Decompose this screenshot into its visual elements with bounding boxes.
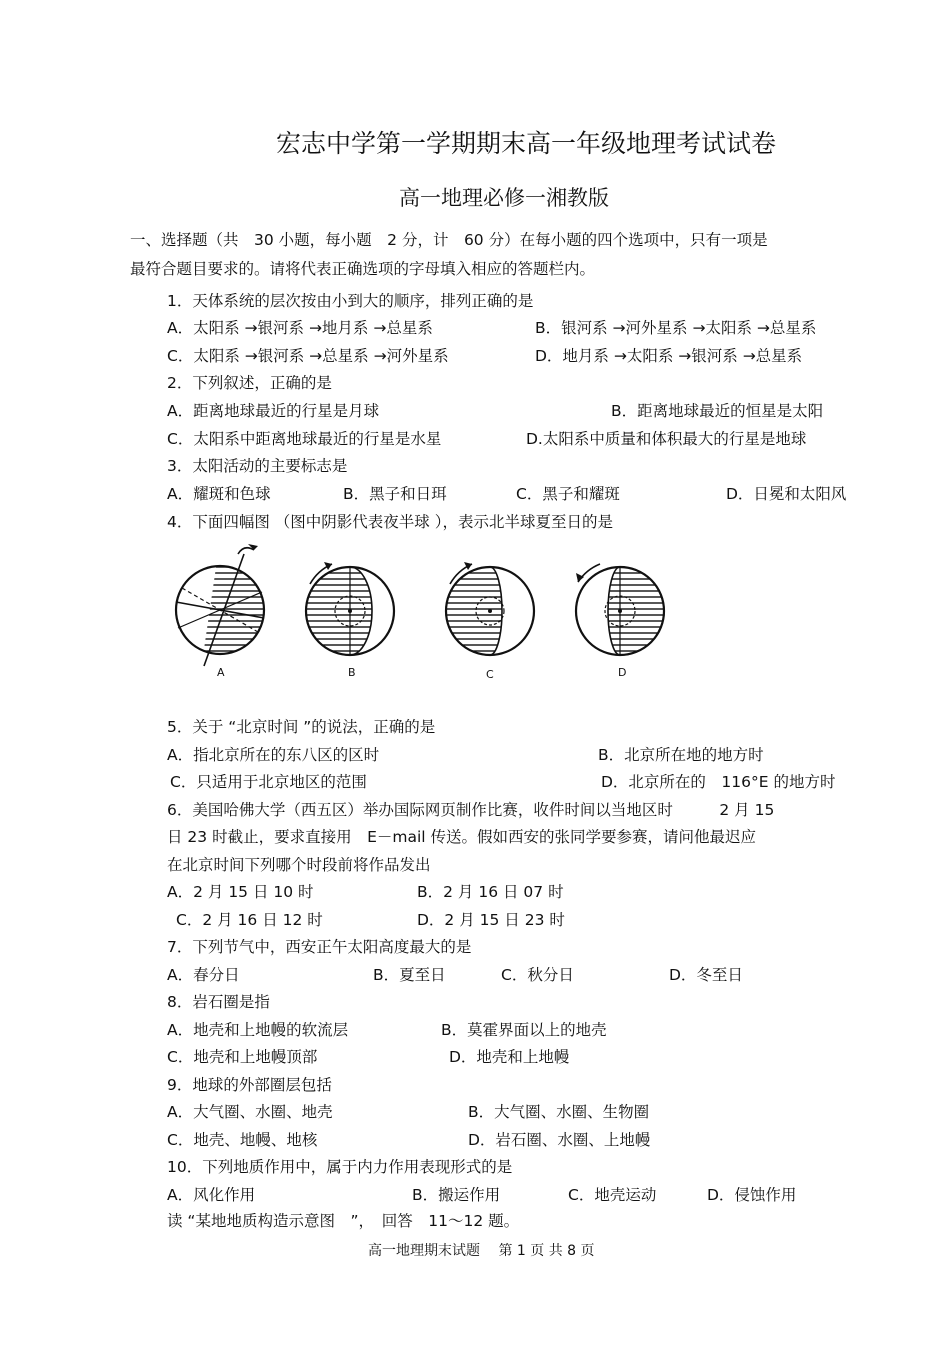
q8-stem: 8．岩石圈是指 bbox=[167, 993, 270, 1011]
q1-option-b: B．银河系 →河外星系 →太阳系 →总星系 bbox=[535, 319, 817, 337]
q3-option-a: A．耀斑和色球 bbox=[167, 485, 271, 503]
exam-subtitle: 高一地理必修一湘教版 bbox=[399, 186, 609, 210]
q6-option-c: C．2 月 16 日 12 时 bbox=[176, 911, 323, 929]
q7-stem: 7．下列节气中，西安正午太阳高度最大的是 bbox=[167, 938, 472, 956]
q2-option-c: C．太阳系中距离地球最近的行星是水星 bbox=[167, 430, 442, 448]
q10-option-a: A．风化作用 bbox=[167, 1186, 256, 1204]
figure-label-c: C bbox=[486, 668, 494, 681]
q2-stem: 2．下列叙述，正确的是 bbox=[167, 374, 332, 392]
q5-option-b: B．北京所在地的地方时 bbox=[598, 746, 764, 764]
q6-option-d: D．2 月 15 日 23 时 bbox=[417, 911, 565, 929]
q2-option-b: B．距离地球最近的恒星是太阳 bbox=[611, 402, 824, 420]
q5-option-d: D．北京所在的 116°E 的地方时 bbox=[601, 773, 836, 791]
q9-option-b: B．大气圈、水圈、生物圈 bbox=[468, 1103, 650, 1121]
q9-option-c: C．地壳、地幔、地核 bbox=[167, 1131, 318, 1149]
q10-stem: 10．下列地质作用中，属于内力作用表现形式的是 bbox=[167, 1158, 513, 1176]
q7-option-a: A．春分日 bbox=[167, 966, 240, 984]
q6-stem-line-2: 日 23 时截止，要求直接用 E－mail 传送。假如西安的张同学要参赛，请问他最迟应 bbox=[167, 828, 757, 846]
q3-option-b: B．黑子和日珥 bbox=[343, 485, 447, 503]
q8-option-b: B．莫霍界面以上的地壳 bbox=[441, 1021, 607, 1039]
q2-option-a: A．距离地球最近的行星是月球 bbox=[167, 402, 380, 420]
globe-figure-b bbox=[306, 562, 394, 679]
q9-option-d: D．岩石圈、水圈、上地幔 bbox=[468, 1131, 651, 1149]
q1-option-d: D．地月系 →太阳系 →银河系 →总星系 bbox=[535, 347, 803, 365]
q6-option-a: A．2 月 15 日 10 时 bbox=[167, 883, 314, 901]
q3-option-d: D．日冕和太阳风 bbox=[726, 485, 847, 503]
q7-option-c: C．秋分日 bbox=[501, 966, 574, 984]
q1-stem: 1．天体系统的层次按由小到大的顺序，排列正确的是 bbox=[167, 292, 534, 310]
q4-stem: 4．下面四幅图 （图中阴影代表夜半球 ），表示北半球夏至日的是 bbox=[167, 513, 613, 531]
q4-figure bbox=[160, 540, 680, 690]
section-intro-line-1: 一、选择题（共 30 小题，每小题 2 分，计 60 分）在每小题的四个选项中，只有一项是 bbox=[130, 231, 768, 249]
q9-option-a: A．大气圈、水圈、地壳 bbox=[167, 1103, 333, 1121]
q10-option-d: D．侵蚀作用 bbox=[707, 1186, 797, 1204]
q3-option-c: C．黑子和耀斑 bbox=[516, 485, 620, 503]
q6-stem-line-3: 在北京时间下列哪个时段前将作品发出 bbox=[167, 856, 431, 874]
q10-option-b: B．搬运作用 bbox=[412, 1186, 501, 1204]
q6-stem-line-1: 6．美国哈佛大学（西五区）举办国际网页制作比赛，收件时间以当地区时 2 月 15 bbox=[167, 801, 775, 819]
q8-option-a: A．地壳和上地幔的软流层 bbox=[167, 1021, 349, 1039]
section-intro-line-2: 最符合题目要求的。请将代表正确选项的字母填入相应的答题栏内。 bbox=[130, 260, 596, 278]
globe-figure-d bbox=[576, 564, 664, 679]
q2-option-d: D.太阳系中质量和体积最大的行星是地球 bbox=[526, 430, 807, 448]
q5-option-a: A．指北京所在的东八区的区时 bbox=[167, 746, 380, 764]
exam-title: 宏志中学第一学期期末高一年级地理考试试卷 bbox=[276, 129, 777, 158]
q7-option-b: B．夏至日 bbox=[373, 966, 446, 984]
q1-option-c: C．太阳系 →银河系 →总星系 →河外星系 bbox=[167, 347, 449, 365]
q3-stem: 3．太阳活动的主要标志是 bbox=[167, 457, 348, 475]
globe-figure-a bbox=[176, 540, 278, 690]
q9-stem: 9．地球的外部圈层包括 bbox=[167, 1076, 332, 1094]
q8-option-d: D．地壳和上地幔 bbox=[449, 1048, 570, 1066]
q6-option-b: B．2 月 16 日 07 时 bbox=[417, 883, 564, 901]
globe-figure-c bbox=[446, 562, 534, 681]
q5-option-c: C．只适用于北京地区的范围 bbox=[170, 773, 367, 791]
figure-label-b: B bbox=[348, 666, 356, 679]
q7-option-d: D．冬至日 bbox=[669, 966, 743, 984]
q8-option-c: C．地壳和上地幔顶部 bbox=[167, 1048, 318, 1066]
figure-label-a: A bbox=[217, 666, 225, 679]
q10-option-c: C．地壳运动 bbox=[568, 1186, 657, 1204]
q5-stem: 5．关于 “北京时间 ”的说法，正确的是 bbox=[167, 718, 436, 736]
figure-label-d: D bbox=[618, 666, 627, 679]
q1-option-a: A．太阳系 →银河系 →地月系 →总星系 bbox=[167, 319, 433, 337]
page-footer: 高一地理期末试题 第 1 页 共 8 页 bbox=[368, 1243, 595, 1259]
read-instruction: 读 “某地地质构造示意图 ”， 回答 11～12 题。 bbox=[167, 1212, 520, 1230]
